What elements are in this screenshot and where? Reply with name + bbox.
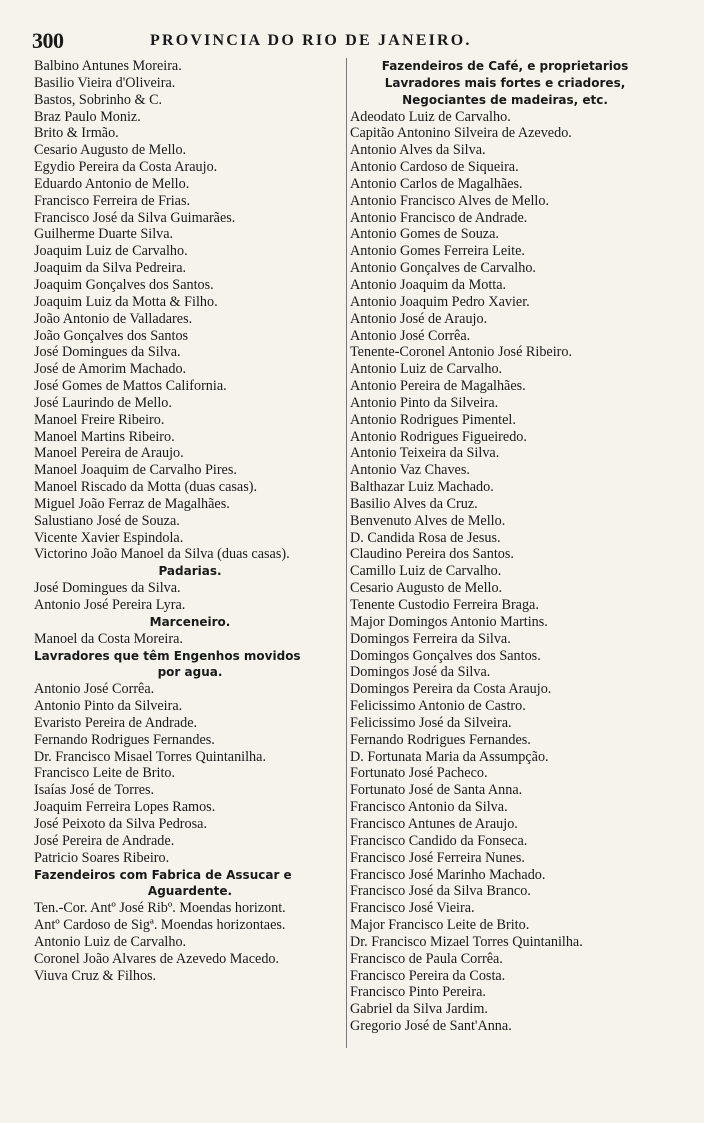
list-item: José Laurindo de Mello. xyxy=(34,394,172,411)
list-item: Major Francisco Leite de Brito. xyxy=(350,917,530,934)
heading-line: Fazendeiros com Fabrica de Assucar e xyxy=(34,867,292,882)
list-item: Francisco Pereira da Costa. xyxy=(350,967,506,984)
heading-line: Lavradores mais fortes e criadores, xyxy=(384,75,626,90)
list-item: Antonio Luiz de Carvalho. xyxy=(34,933,187,950)
heading-line: Negociantes de madeiras, etc. xyxy=(402,92,608,107)
list-item: Manoel Pereira de Araujo. xyxy=(34,445,184,462)
list-item: Basilio Alves da Cruz. xyxy=(350,495,478,512)
list-item: Domingos Ferreira da Silva. xyxy=(350,630,511,647)
list-item: Basilio Vieira d'Oliveira. xyxy=(34,74,176,91)
list-item: Francisco José Vieira. xyxy=(350,900,475,917)
section-heading-fabrica xyxy=(34,867,346,901)
heading-line: por agua. xyxy=(157,665,223,680)
list-item: Manoel Riscado da Motta (duas casas). xyxy=(34,479,257,496)
section-heading-marceneiro: Marceneiro. xyxy=(149,614,231,629)
list-item: Braz Paulo Moniz. xyxy=(34,108,141,125)
list-item: Manoel Freire Ribeiro. xyxy=(34,411,165,428)
list-item: Guilherme Duarte Silva. xyxy=(34,226,174,243)
list-item: Dr. Francisco Mizael Torres Quintanilha. xyxy=(350,933,583,950)
list-item: Major Domingos Antonio Martins. xyxy=(350,613,548,630)
list-item: Antonio Alves da Silva. xyxy=(350,142,486,159)
list-item: Manoel Joaquim de Carvalho Pires. xyxy=(34,462,237,479)
list-item: Antonio Pinto da Silveira. xyxy=(34,698,183,715)
list-item: Victorino João Manoel da Silva (duas casas). xyxy=(34,546,290,563)
list-item: Antonio Rodrigues Figueiredo. xyxy=(350,428,527,445)
list-item: Cesario Augusto de Mello. xyxy=(350,580,503,597)
list-item: Tenente-Coronel Antonio José Ribeiro. xyxy=(350,344,573,361)
list-item: Francisco Leite de Brito. xyxy=(34,765,176,782)
list-item: Antonio Rodrigues Pimentel. xyxy=(350,411,516,428)
list-item: Antonio Pereira de Magalhães. xyxy=(350,378,526,395)
list-item: Domingos Gonçalves dos Santos. xyxy=(350,647,541,664)
list-item: Claudino Pereira dos Santos. xyxy=(350,546,514,563)
list-item: João Gonçalves dos Santos xyxy=(34,327,189,344)
list-item: João Antonio de Valladares. xyxy=(34,310,193,327)
heading-line: Aguardente. xyxy=(147,884,233,899)
list-item: Cesario Augusto de Mello. xyxy=(34,142,187,159)
list-item: Egydio Pereira da Costa Araujo. xyxy=(34,159,218,176)
list-item: Antonio José de Araujo. xyxy=(350,310,488,327)
list-item: Antonio Joaquim Pedro Xavier. xyxy=(350,293,530,310)
list-item: Antº Cardoso de Sigª. Moendas horizontaes. xyxy=(34,917,286,934)
list-item: Camillo Luiz de Carvalho. xyxy=(350,563,502,580)
list-item: Domingos Pereira da Costa Araujo. xyxy=(350,681,552,698)
list-item: Francisco Antonio da Silva. xyxy=(350,799,508,816)
list-item: Joaquim Luiz da Motta & Filho. xyxy=(34,293,218,310)
list-item: Felicissimo José da Silveira. xyxy=(350,714,512,731)
list-item: Isaías José de Torres. xyxy=(34,782,155,799)
list-item: Fernando Rodrigues Fernandes. xyxy=(350,731,531,748)
list-item: Coronel João Alvares de Azevedo Macedo. xyxy=(34,950,280,967)
list-item: Ten.-Cor. Antº José Ribº. Moendas horizont. xyxy=(34,900,286,917)
right-column xyxy=(350,58,660,1035)
list-item: Benvenuto Alves de Mello. xyxy=(350,512,506,529)
list-item: Joaquim Luiz de Carvalho. xyxy=(34,243,188,260)
list-item: Francisco de Paula Corrêa. xyxy=(350,950,503,967)
list-item: Brito & Irmão. xyxy=(34,125,119,142)
list-item: Manoel Martins Ribeiro. xyxy=(34,428,175,445)
section-heading-lavradores xyxy=(34,648,346,682)
list-item: Gregorio José de Sant'Anna. xyxy=(350,1018,512,1035)
list-item: Antonio Francisco Alves de Mello. xyxy=(350,192,549,209)
list-item: Antonio José Pereira Lyra. xyxy=(34,597,186,613)
heading-line: Fazendeiros de Café, e proprietarios xyxy=(381,59,629,73)
list-item: Francisco José Marinho Machado. xyxy=(350,866,546,883)
list-item: Antonio Gomes de Souza. xyxy=(350,226,499,243)
list-item: Fortunato José Pacheco. xyxy=(350,765,488,782)
list-item: Francisco Candido da Fonseca. xyxy=(350,832,528,849)
heading-line: Lavradores que têm Engenhos movidos xyxy=(34,648,301,663)
list-item: Manoel da Costa Moreira. xyxy=(34,630,183,647)
list-item: Evaristo Pereira de Andrade. xyxy=(34,714,198,731)
list-item: Francisco José da Silva Branco. xyxy=(350,883,531,900)
list-item: Gabriel da Silva Jardim. xyxy=(350,1001,488,1018)
list-item: Antonio Luiz de Carvalho. xyxy=(350,361,503,378)
column-divider xyxy=(346,58,347,1048)
list-item: José Peixoto da Silva Pedrosa. xyxy=(34,815,207,832)
list-item: Antonio José Corrêa. xyxy=(350,327,471,344)
list-item: Antonio Vaz Chaves. xyxy=(350,462,470,479)
list-item: Vicente Xavier Espindola. xyxy=(34,529,184,546)
list-item: Antonio José Corrêa. xyxy=(34,681,155,698)
list-item: José Pereira de Andrade. xyxy=(34,832,175,849)
section-heading-padarias: Padarias. xyxy=(158,564,222,579)
list-item: Balthazar Luiz Machado. xyxy=(350,479,494,496)
list-item: Miguel João Ferraz de Magalhães. xyxy=(34,495,230,512)
list-item: Antonio Gomes Ferreira Leite. xyxy=(350,243,525,260)
list-item: Domingos José da Silva. xyxy=(350,664,491,681)
list-item: Joaquim da Silva Pedreira. xyxy=(34,260,187,277)
list-item: José Gomes de Mattos California. xyxy=(34,378,227,395)
list-item: José Domingues da Silva. xyxy=(34,344,181,361)
list-item: José de Amorim Machado. xyxy=(34,361,187,378)
page-number: 300 xyxy=(32,28,64,53)
list-item: Felicissimo Antonio de Castro. xyxy=(350,698,526,715)
list-item: Fernando Rodrigues Fernandes. xyxy=(34,731,215,748)
list-item: Patricio Soares Ribeiro. xyxy=(34,849,170,866)
list-item: Eduardo Antonio de Mello. xyxy=(34,175,190,192)
list-item: Antonio Pinto da Silveira. xyxy=(350,394,499,411)
list-item: Capitão Antonino Silveira de Azevedo. xyxy=(350,125,572,142)
list-item: Tenente Custodio Ferreira Braga. xyxy=(350,597,539,613)
list-item: D. Fortunata Maria da Assumpção. xyxy=(350,748,549,765)
list-item: Salustiano José de Souza. xyxy=(34,512,180,529)
list-item: Viuva Cruz & Filhos. xyxy=(34,967,157,984)
list-item: Balbino Antunes Moreira. xyxy=(34,58,182,74)
list-item: Antonio Carlos de Magalhães. xyxy=(350,175,523,192)
list-item: Francisco Ferreira de Frias. xyxy=(34,192,191,209)
list-item: Joaquim Gonçalves dos Santos. xyxy=(34,276,214,293)
left-column xyxy=(34,58,346,984)
section-heading-fazendeiros xyxy=(350,58,660,109)
list-item: Dr. Francisco Misael Torres Quintanilha. xyxy=(34,748,266,765)
list-item: Fortunato José de Santa Anna. xyxy=(350,782,523,799)
list-item: Antonio Francisco de Andrade. xyxy=(350,209,528,226)
list-item: Antonio Joaquim da Motta. xyxy=(350,276,507,293)
list-item: Antonio Cardoso de Siqueira. xyxy=(350,159,519,176)
list-item: Joaquim Ferreira Lopes Ramos. xyxy=(34,799,216,816)
list-item: Bastos, Sobrinho & C. xyxy=(34,91,163,108)
list-item: D. Candida Rosa de Jesus. xyxy=(350,529,501,546)
list-item: Francisco José da Silva Guimarães. xyxy=(34,209,236,226)
list-item: José Domingues da Silva. xyxy=(34,580,181,597)
list-item: Antonio Gonçalves de Carvalho. xyxy=(350,260,536,277)
list-item: Adeodato Luiz de Carvalho. xyxy=(350,108,511,125)
list-item: Francisco Antunes de Araujo. xyxy=(350,815,518,832)
list-item: Francisco Pinto Pereira. xyxy=(350,984,486,1001)
page-title: PROVINCIA DO RIO DE JANEIRO. xyxy=(150,32,472,49)
list-item: Francisco José Ferreira Nunes. xyxy=(350,849,525,866)
list-item: Antonio Teixeira da Silva. xyxy=(350,445,500,462)
